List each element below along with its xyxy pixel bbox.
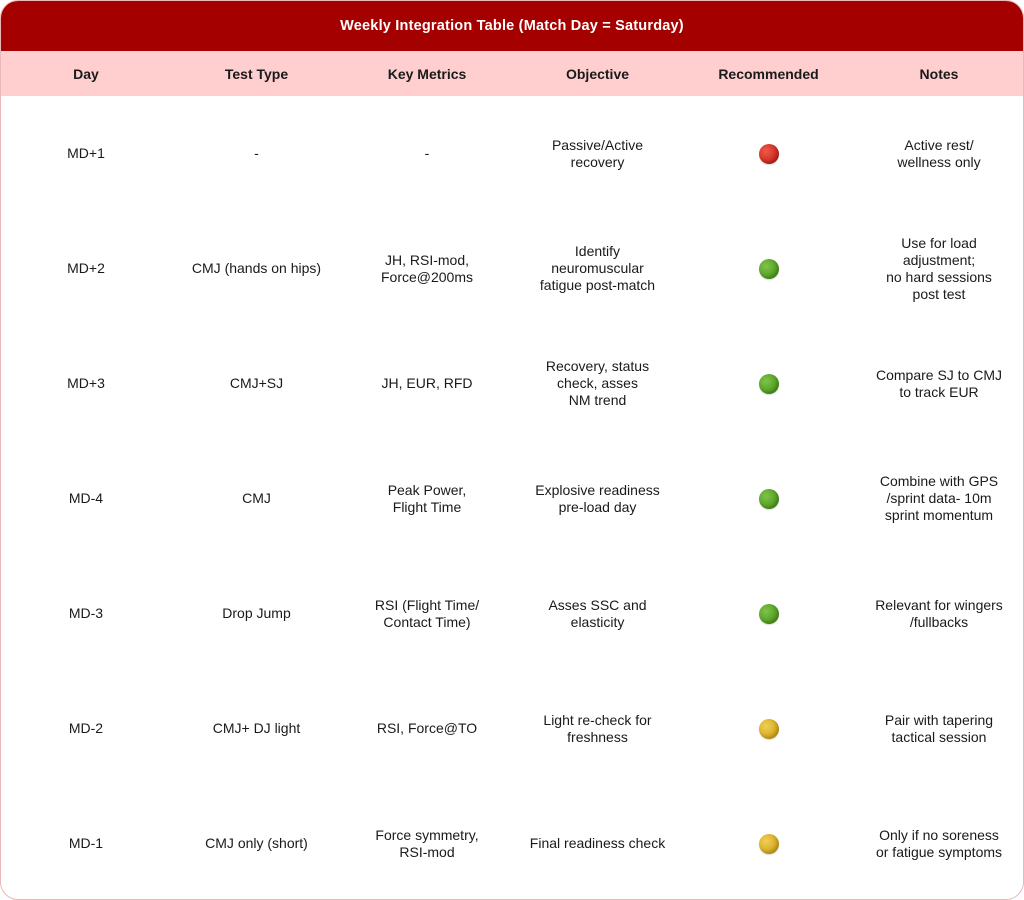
cell-key-metrics: Force symmetry, RSI-mod <box>375 826 479 860</box>
cell-objective: Final readiness check <box>529 835 666 851</box>
cell-test-type: - <box>254 145 259 161</box>
cell-day: MD-2 <box>68 720 104 736</box>
cell-objective: Recovery, status check, asses NM trend <box>545 358 650 408</box>
header-key-metrics: Key Metrics <box>387 65 467 82</box>
cell-notes: Pair with tapering tactical session <box>884 711 994 745</box>
cell-test-type: Drop Jump <box>222 605 291 621</box>
cell-day: MD+2 <box>67 260 105 276</box>
cell-day: MD+3 <box>67 375 105 391</box>
table-header-row <box>1 51 1023 96</box>
cell-recommended <box>683 489 854 509</box>
recommended-green-indicator-icon <box>759 374 779 394</box>
table-row <box>1 671 1023 786</box>
cell-test-type: CMJ only (short) <box>205 835 308 851</box>
recommended-green-indicator-icon <box>759 489 779 509</box>
recommended-green-indicator-icon <box>759 259 779 279</box>
cell-objective: Light re-check for freshness <box>543 711 652 745</box>
table-row <box>1 326 1023 441</box>
table-row <box>1 786 1023 900</box>
cell-day: MD-3 <box>68 605 104 621</box>
cell-test-type: CMJ+SJ <box>229 375 284 391</box>
header-test-type: Test Type <box>224 65 289 82</box>
cell-key-metrics: JH, EUR, RFD <box>381 375 473 391</box>
recommended-yellow-indicator-icon <box>759 719 779 739</box>
cell-recommended <box>683 144 854 164</box>
cell-key-metrics: JH, RSI-mod, Force@200ms <box>380 251 474 285</box>
header-notes: Notes <box>919 65 959 82</box>
table-body <box>1 96 1023 900</box>
cell-day: MD-4 <box>68 490 104 506</box>
cell-recommended <box>683 834 854 854</box>
cell-notes: Active rest/ wellness only <box>897 136 981 170</box>
cell-recommended <box>683 374 854 394</box>
recommended-yellow-indicator-icon <box>759 834 779 854</box>
cell-objective: Passive/Active recovery <box>551 136 644 170</box>
table-title: Weekly Integration Table (Match Day = Saturday) <box>340 18 684 34</box>
cell-notes: Use for load adjustment; no hard sessions post test <box>886 234 992 302</box>
cell-key-metrics: Peak Power, Flight Time <box>387 481 467 515</box>
cell-notes: Compare SJ to CMJ to track EUR <box>875 366 1003 400</box>
cell-objective: Identify neuromuscular fatigue post-match <box>539 243 656 293</box>
cell-key-metrics: RSI, Force@TO <box>376 720 478 736</box>
header-day: Day <box>73 65 99 82</box>
table-row <box>1 96 1023 211</box>
cell-notes: Combine with GPS /sprint data- 10m sprint momentum <box>879 473 999 523</box>
cell-recommended <box>683 719 854 739</box>
cell-key-metrics: RSI (Flight Time/ Contact Time) <box>374 596 480 630</box>
header-recommended: Recommended <box>718 65 819 82</box>
cell-objective: Explosive readiness pre-load day <box>535 481 660 515</box>
recommended-green-indicator-icon <box>759 604 779 624</box>
header-objective: Objective <box>565 65 630 82</box>
cell-recommended <box>683 259 854 279</box>
cell-notes: Relevant for wingers /fullbacks <box>875 596 1003 630</box>
cell-objective: Asses SSC and elasticity <box>548 596 647 630</box>
cell-day: MD-1 <box>68 835 104 851</box>
cell-key-metrics: - <box>424 145 430 161</box>
cell-notes: Only if no soreness or fatigue symptoms <box>875 826 1003 860</box>
table-title-bar <box>1 1 1023 51</box>
recommended-red-indicator-icon <box>759 144 779 164</box>
cell-recommended <box>683 604 854 624</box>
cell-day: MD+1 <box>67 145 105 161</box>
cell-test-type: CMJ <box>242 490 271 506</box>
cell-test-type: CMJ+ DJ light <box>212 720 301 736</box>
table-row <box>1 211 1023 326</box>
cell-test-type: CMJ (hands on hips) <box>191 260 322 276</box>
table-row <box>1 556 1023 671</box>
table-row <box>1 441 1023 556</box>
